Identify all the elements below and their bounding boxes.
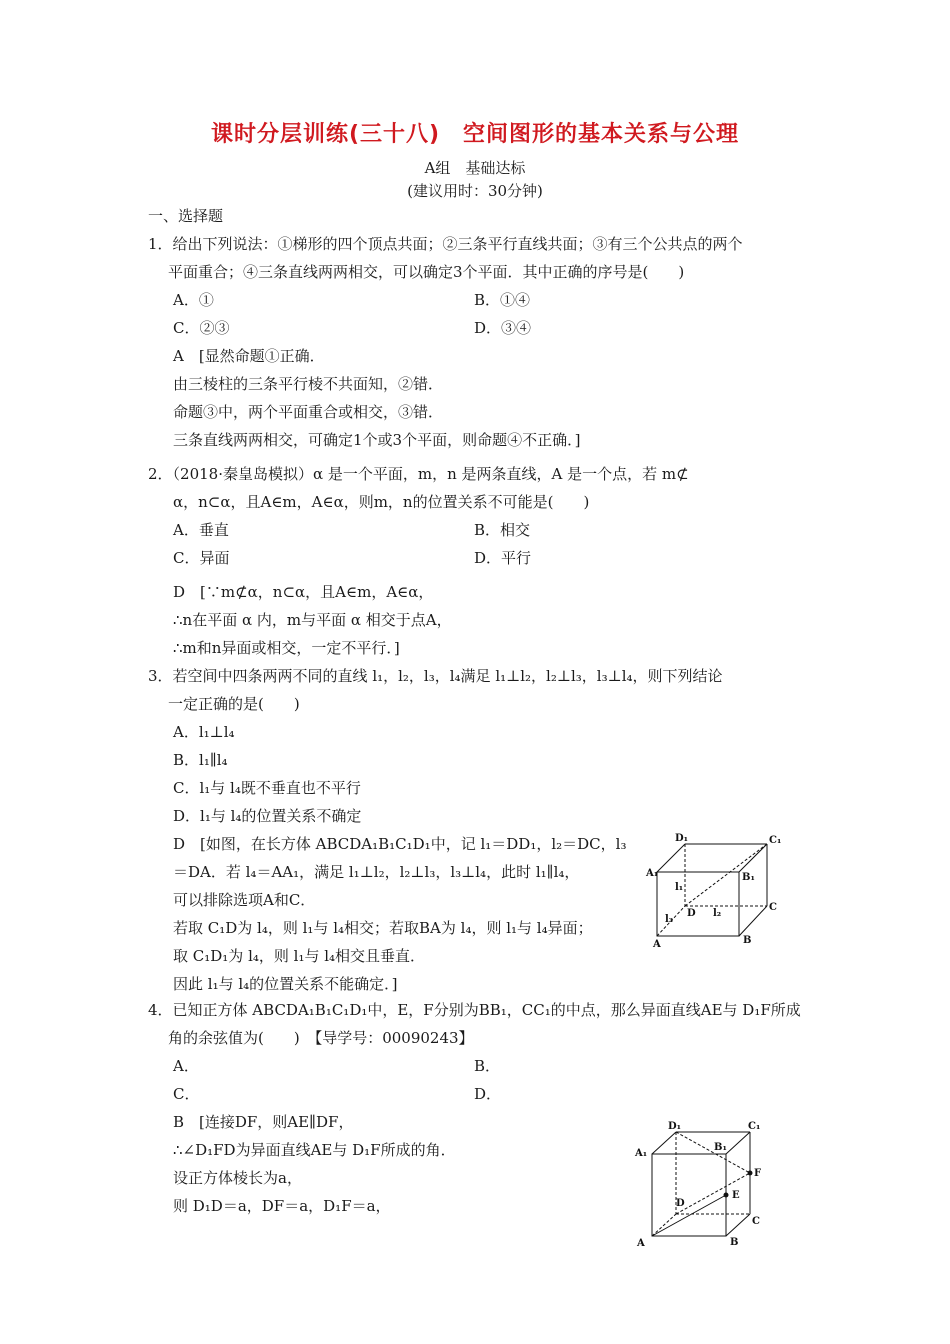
q1-option-d: D．③④ bbox=[474, 319, 532, 337]
q4-answer-line2: ∴∠D₁FD为异面直线AE与 D₁F所成的角． bbox=[173, 1141, 456, 1159]
group-heading: A组 基础达标 bbox=[424, 159, 526, 177]
q4-answer-line1: B [连接DF，则AE∥DF， bbox=[173, 1113, 354, 1131]
q4-answer-line4: 则 D₁D＝a，DF＝a，D₁F＝a， bbox=[173, 1197, 391, 1215]
q3-answer-line2: ＝DA．若 l₄＝AA₁，满足 l₁⊥l₂，l₂⊥l₃，l₃⊥l₄，此时 l₁∥l₄， bbox=[173, 863, 580, 881]
label-B1: B₁ bbox=[742, 872, 755, 883]
q1-option-a: A．① bbox=[173, 291, 214, 309]
q2-answer-line2: ∴n在平面 α 内，m与平面 α 相交于点A， bbox=[173, 611, 452, 629]
q2-answer-line3: ∴m和n异面或相交，一定不平行．] bbox=[173, 639, 400, 657]
q2-answer-line1: D [∵m⊄α，n⊂α，且A∈m，A∈α， bbox=[173, 583, 434, 601]
cuboid-figure bbox=[645, 830, 785, 950]
q3-stem-line2: 一定正确的是( ) bbox=[168, 695, 300, 713]
q1-answer-line4: 三条直线两两相交，可确定1个或3个平面，则命题④不正确．] bbox=[173, 431, 581, 449]
q3-answer-line1: D [如图，在长方体 ABCDA₁B₁C₁D₁中，记 l₁＝DD₁，l₂＝DC，l₃ bbox=[173, 835, 627, 853]
q3-answer-line4: 若取 C₁D为 l₄，则 l₁与 l₄相交；若取BA为 l₄，则 l₁与 l₄异面； bbox=[173, 919, 593, 937]
label-l1: l₁ bbox=[675, 882, 684, 893]
section-heading: 一、选择题 bbox=[148, 207, 224, 225]
label-l2: l₂ bbox=[713, 908, 722, 919]
q1-stem-line2: 平面重合；④三条直线两两相交，可以确定3个平面．其中正确的序号是( ) bbox=[168, 263, 685, 281]
q4-option-c: C． bbox=[173, 1085, 200, 1103]
label-C: C bbox=[769, 902, 777, 913]
label-B: B bbox=[730, 1237, 739, 1248]
q3-option-c: C．l₁与 l₄既不垂直也不平行 bbox=[173, 779, 361, 797]
label-F: F bbox=[754, 1168, 762, 1179]
q2-stem-line1: 2．（2018·秦皇岛模拟）α 是一个平面，m，n 是两条直线，A 是一个点，若 m⊄ bbox=[148, 465, 689, 483]
q2-option-a: A．垂直 bbox=[173, 521, 229, 539]
q3-answer-line6: 因此 l₁与 l₄的位置关系不能确定．] bbox=[173, 975, 398, 993]
label-D: D bbox=[687, 908, 696, 919]
q2-stem-line2: α，n⊂α，且A∈m，A∈α，则m，n的位置关系不可能是( ) bbox=[173, 493, 590, 511]
q1-answer-line1: A [显然命题①正确． bbox=[173, 347, 325, 365]
label-B: B bbox=[743, 935, 752, 946]
label-A1: A₁ bbox=[635, 1148, 648, 1159]
label-A: A bbox=[653, 939, 661, 950]
q3-option-d: D．l₁与 l₄的位置关系不确定 bbox=[173, 807, 362, 825]
label-D1: D₁ bbox=[675, 833, 689, 844]
q1-option-b: B．①④ bbox=[474, 291, 531, 309]
label-D1: D₁ bbox=[668, 1121, 682, 1132]
label-E: E bbox=[732, 1190, 740, 1201]
label-C1: C₁ bbox=[769, 835, 782, 846]
q3-option-b: B．l₁∥l₄ bbox=[173, 751, 228, 769]
q3-option-a: A．l₁⊥l₄ bbox=[173, 723, 235, 741]
label-A1: A₁ bbox=[646, 868, 659, 879]
q1-answer-line2: 由三棱柱的三条平行棱不共面知，②错． bbox=[173, 375, 444, 393]
cube-figure bbox=[632, 1118, 782, 1248]
time-note: (建议用时：30分钟) bbox=[407, 182, 543, 200]
q2-option-d: D．平行 bbox=[474, 549, 532, 567]
q1-stem-line1: 1．给出下列说法：①梯形的四个顶点共面；②三条平行直线共面；③有三个公共点的两个 bbox=[148, 235, 743, 253]
label-C1: C₁ bbox=[748, 1121, 761, 1132]
label-l3: l₃ bbox=[665, 914, 674, 925]
label-C: C bbox=[752, 1216, 760, 1227]
q1-answer-line3: 命题③中，两个平面重合或相交，③错． bbox=[173, 403, 444, 421]
q4-option-b: B． bbox=[474, 1057, 501, 1075]
page-title: 课时分层训练(三十八) 空间图形的基本关系与公理 bbox=[210, 122, 740, 147]
q3-answer-line5: 取 C₁D₁为 l₄，则 l₁与 l₄相交且垂直． bbox=[173, 947, 426, 965]
label-A: A bbox=[637, 1238, 645, 1248]
q3-stem-line1: 3．若空间中四条两两不同的直线 l₁，l₂，l₃，l₄满足 l₁⊥l₂，l₂⊥l₃，l₃⊥l₄，则下列结论 bbox=[148, 667, 723, 685]
label-B1: B₁ bbox=[714, 1142, 727, 1153]
q2-option-c: C．异面 bbox=[173, 549, 230, 567]
q2-option-b: B．相交 bbox=[474, 521, 531, 539]
q4-option-d: D． bbox=[474, 1085, 502, 1103]
label-D: D bbox=[676, 1198, 685, 1209]
q4-stem-line2: 角的余弦值为( ) 【导学号：00090243】 bbox=[168, 1029, 474, 1047]
q4-answer-line3: 设正方体棱长为a， bbox=[173, 1169, 302, 1187]
q1-option-c: C．②③ bbox=[173, 319, 230, 337]
q4-stem-line1: 4．已知正方体 ABCDA₁B₁C₁D₁中，E，F分别为BB₁，CC₁的中点，那么异面直线AE与 D₁F所成 bbox=[148, 1001, 801, 1019]
q3-answer-line3: 可以排除选项A和C． bbox=[173, 891, 316, 909]
q4-option-a: A． bbox=[173, 1057, 199, 1075]
